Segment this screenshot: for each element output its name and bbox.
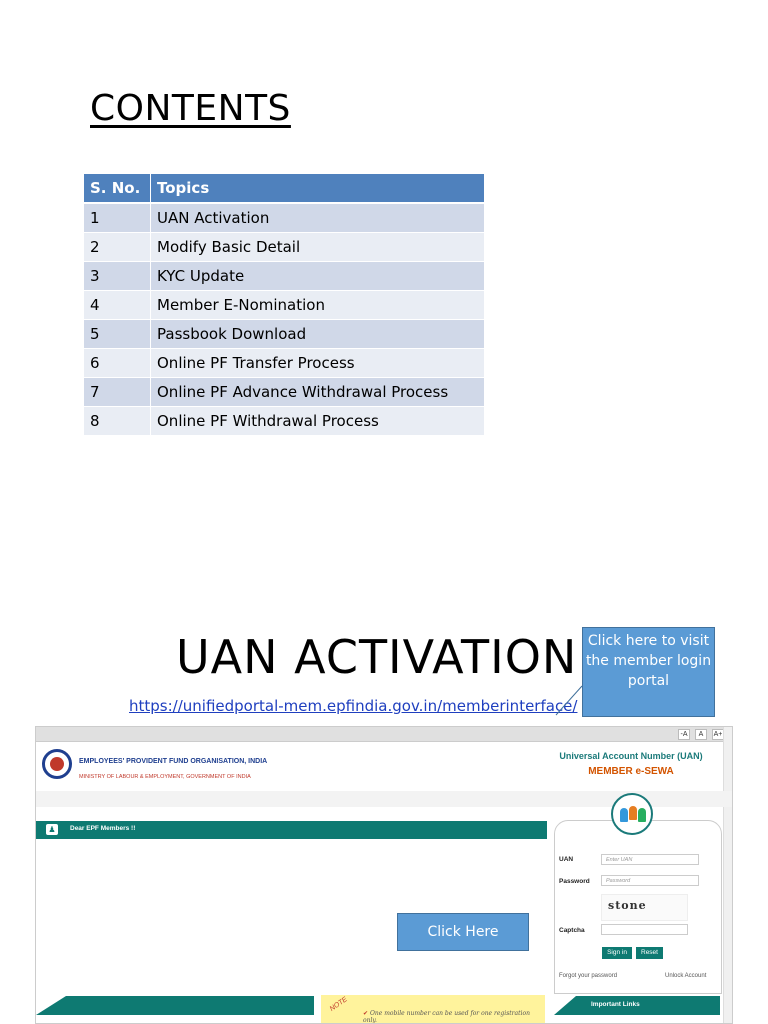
member-portal-link[interactable]: https://unifiedportal-mem.epfindia.gov.in/memberinterface/ [129, 697, 578, 715]
row-sno: 7 [84, 378, 151, 407]
ministry-name: MINISTRY OF LABOUR & EMPLOYMENT, GOVERNMENT OF INDIA [79, 774, 251, 780]
row-topic: Modify Basic Detail [151, 233, 485, 262]
dear-members-label: Dear EPF Members !! [70, 825, 136, 832]
uan-label: UAN [559, 856, 574, 863]
uan-heading: Universal Account Number (UAN) [559, 751, 703, 761]
password-label: Password [559, 878, 590, 885]
uan-input[interactable]: Enter UAN [601, 854, 699, 865]
contents-title: CONTENTS [90, 88, 291, 129]
users-group-icon [611, 793, 653, 835]
font-normal-button[interactable]: A [695, 729, 707, 740]
row-topic: Member E-Nomination [151, 291, 485, 320]
captcha-input[interactable] [601, 924, 688, 935]
row-sno: 4 [84, 291, 151, 320]
callout-login-portal: Click here to visit the member login portal [582, 627, 715, 717]
note-text: ✔ One mobile number can be used for one registration only. [363, 1010, 530, 1024]
important-links-bar [554, 996, 720, 1015]
members-icon: ♟ [46, 824, 58, 835]
captcha-label: Captcha [559, 927, 585, 934]
row-topic: Online PF Transfer Process [151, 349, 485, 378]
row-sno: 3 [84, 262, 151, 291]
sign-in-button[interactable]: Sign in [602, 947, 632, 959]
row-sno: 5 [84, 320, 151, 349]
row-sno: 2 [84, 233, 151, 262]
callout-click-here: Click Here [397, 913, 529, 951]
section-bar [36, 996, 314, 1015]
unlock-account-link[interactable]: Unlock Account [665, 973, 707, 979]
important-links-label: Important Links [591, 1001, 640, 1008]
note-badge: NOTE [328, 996, 349, 1013]
reset-button[interactable]: Reset [636, 947, 663, 959]
password-input[interactable]: Password [601, 875, 699, 886]
row-sno: 6 [84, 349, 151, 378]
forgot-password-link[interactable]: Forgot your password [559, 973, 618, 979]
row-topic: UAN Activation [151, 203, 485, 233]
top-strip [36, 727, 732, 742]
sewa-heading: MEMBER e-SEWA [588, 766, 674, 777]
row-topic: Passbook Download [151, 320, 485, 349]
column-header-sno: S. No. [84, 174, 151, 203]
row-sno: 1 [84, 203, 151, 233]
row-topic: KYC Update [151, 262, 485, 291]
check-icon: ✔ [363, 1010, 369, 1017]
org-name: EMPLOYEES' PROVIDENT FUND ORGANISATION, INDIA [79, 758, 268, 765]
font-decrease-button[interactable]: -A [678, 729, 690, 740]
font-increase-button[interactable]: A+ [713, 731, 723, 738]
row-sno: 8 [84, 407, 151, 436]
uan-activation-title: UAN ACTIVATION [176, 630, 578, 684]
callout-login-connector [556, 686, 582, 715]
row-topic: Online PF Advance Withdrawal Process [151, 378, 485, 407]
row-topic: Online PF Withdrawal Process [151, 407, 485, 436]
note-banner [321, 995, 545, 1024]
dear-members-bar [36, 821, 547, 839]
column-header-topics: Topics [151, 174, 485, 203]
captcha-image: stone [601, 894, 688, 921]
epfo-logo [42, 749, 72, 779]
portal-screenshot [35, 726, 733, 1024]
